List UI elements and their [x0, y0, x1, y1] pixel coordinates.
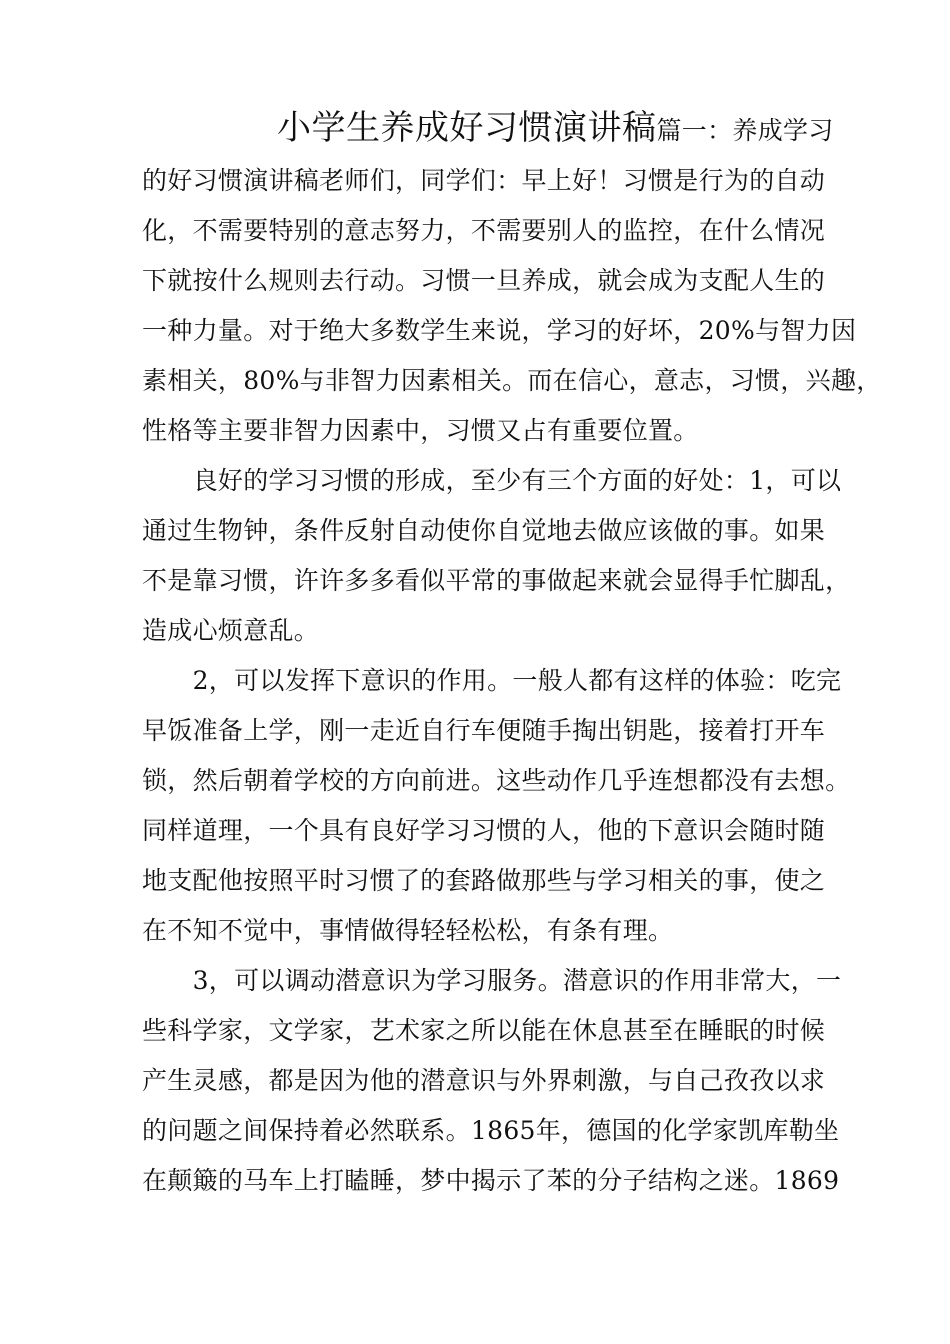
text-line: 性格等主要非智力因素中，习惯又占有重要位置。 — [142, 416, 699, 445]
text-line: 2，可以发挥下意识的作用。一般人都有这样的体验：吃完 — [142, 666, 842, 695]
text-line: 造成心烦意乱。 — [142, 616, 320, 645]
text-line: 地支配他按照平时习惯了的套路做那些与学习相关的事，使之 — [142, 866, 826, 895]
text-line: 在不知不觉中，事情做得轻轻松松，有条有理。 — [142, 916, 674, 945]
text-line: 早饭准备上学，刚一走近自行车便随手掏出钥匙，接着打开车 — [142, 716, 826, 745]
text-line: 3，可以调动潜意识为学习服务。潜意识的作用非常大，一 — [142, 966, 842, 995]
text-line: 通过生物钟，条件反射自动使你自觉地去做应该做的事。如果 — [142, 516, 826, 545]
text-line: 些科学家，文学家，艺术家之所以能在休息甚至在睡眠的时候 — [142, 1016, 826, 1045]
text-line: 良好的学习习惯的形成，至少有三个方面的好处：1，可以 — [142, 466, 842, 495]
text-line: 的问题之间保持着必然联系。1865年，德国的化学家凯库勒坐 — [142, 1116, 840, 1145]
text-line: 同样道理，一个具有良好学习习惯的人，他的下意识会随时随 — [142, 816, 826, 845]
text-line: 化，不需要特别的意志努力，不需要别人的监控，在什么情况 — [142, 216, 826, 245]
title-line — [277, 106, 834, 153]
document-title: 小学生养成好习惯演讲稿 — [277, 108, 657, 148]
text-line: 的好习惯演讲稿老师们，同学们：早上好！习惯是行为的自动 — [142, 166, 826, 195]
text-line: 在颠簸的马车上打瞌睡，梦中揭示了苯的分子结构之迷。1869 — [142, 1166, 840, 1195]
text-line: 产生灵感，都是因为他的潜意识与外界刺激，与自己孜孜以求 — [142, 1066, 826, 1095]
title-tail-text: 篇一：养成学习 — [656, 116, 834, 145]
text-line: 锁，然后朝着学校的方向前进。这些动作几乎连想都没有去想。 — [142, 766, 851, 795]
text-line: 不是靠习惯，许许多多看似平常的事做起来就会显得手忙脚乱， — [142, 566, 851, 595]
text-line: 一种力量。对于绝大多数学生来说，学习的好坏，20%与智力因 — [142, 316, 857, 345]
text-line: 素相关，80%与非智力因素相关。而在信心，意志，习惯，兴趣， — [142, 366, 882, 395]
text-line: 下就按什么规则去行动。习惯一旦养成，就会成为支配人生的 — [142, 266, 826, 295]
